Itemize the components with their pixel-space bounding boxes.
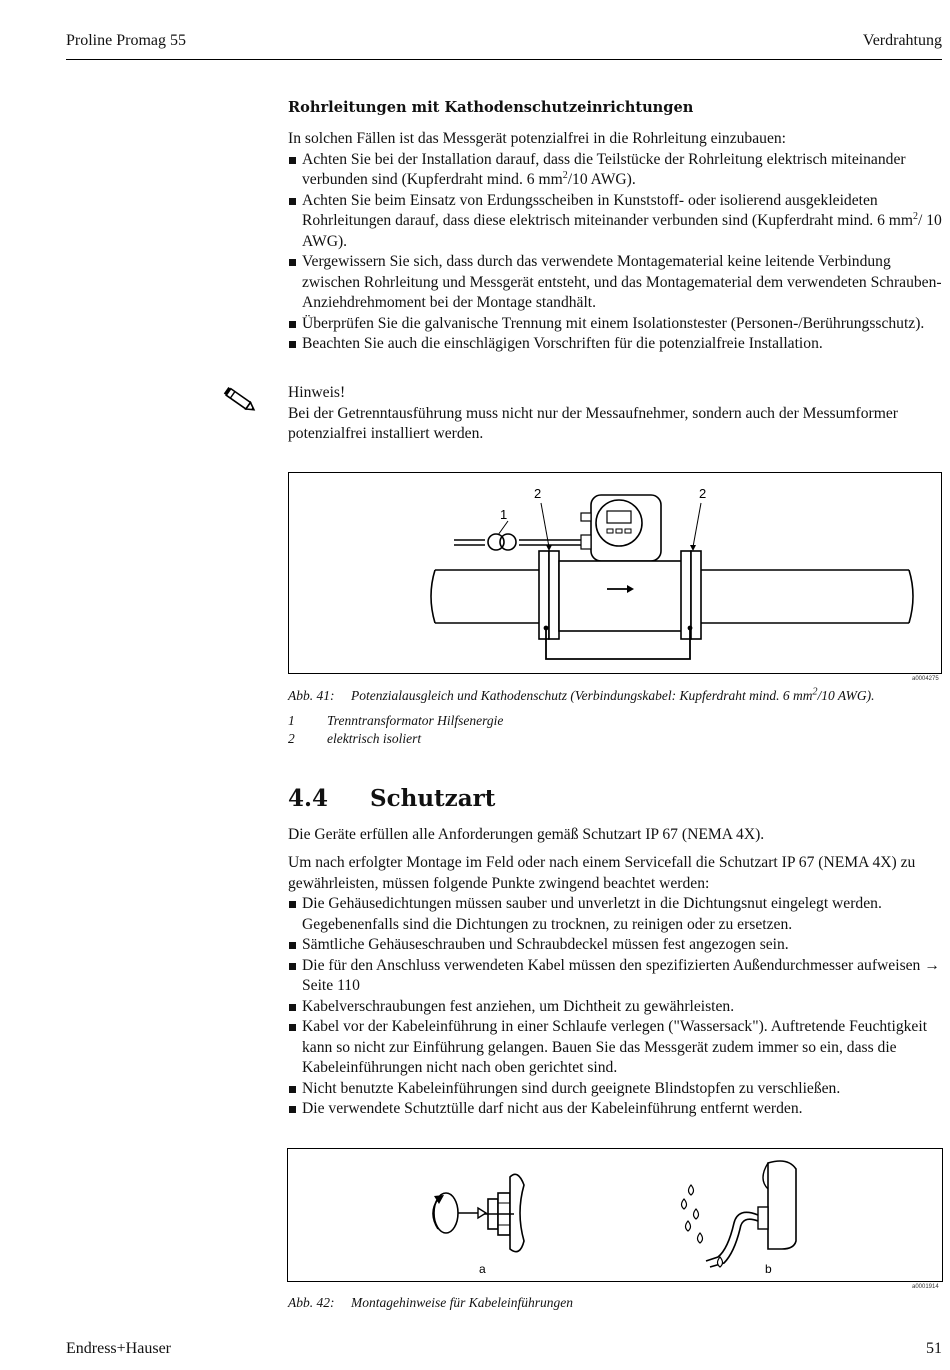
list-item: Nicht benutzte Kabeleinführungen sind durch geeignete Blindstopfen zu verschließen.: [288, 1079, 942, 1100]
list-item: Die verwendete Schutztülle darf nicht aus der Kabeleinführung entfernt werden.: [288, 1099, 942, 1120]
section2-para2: Um nach erfolgter Montage im Feld oder nach einem Servicefall die Schutzart IP 67 (NEMA 4X) zu gewährleisten, müssen folgende Punkte zwingend beachtet werden:: [288, 854, 916, 892]
list-item: Achten Sie bei der Installation darauf, dass die Teilstücke der Rohrleitung elektrisch miteinander verbunden sind (Kupferdraht mind. 6 $mm^2/10$ AWG).: [288, 150, 942, 191]
pipe-right: [701, 570, 909, 623]
leader-line-2-right: [693, 503, 701, 547]
water-drop-icon: [686, 1221, 691, 1231]
figure-42-drawing: [288, 1149, 942, 1281]
figure-41-drawing: [289, 473, 941, 673]
figure-42-code: a0001914: [912, 1284, 939, 1290]
list-item: Die Gehäusedichtungen müssen sauber und unverletzt in die Dichtungsnut eingelegt werden. Gegebenenfalls sind die Dichtungen zu trocknen, zu reinigen oder zu ersetzen.: [288, 894, 942, 935]
note-text: Bei der Getrenntausführung muss nicht nur der Messaufnehmer, sondern auch der Messumformer potenzialfrei installiert werden.: [288, 404, 898, 442]
header-chapter: Verdrahtung: [862, 32, 942, 49]
cable-gland: [581, 513, 591, 521]
label-b: b: [765, 1262, 772, 1276]
figure-41-legend-1: 1 Trenntransformator Hilfsenergie: [288, 713, 504, 728]
list-item: Achten Sie beim Einsatz von Erdungsscheiben in Kunststoff- oder isolierend ausgekleideten Rohrleitungen darauf, dass diese elektrisch miteinander verbunden sind (Kupferdraht mind. 6 $mm^2/$ 10 AWG).: [288, 191, 942, 253]
cable-gland-b: [758, 1207, 768, 1229]
label-2-left: 2: [534, 486, 542, 501]
footer-company: Endress+Hauser: [66, 1340, 171, 1357]
header-product: Proline Promag 55: [66, 32, 186, 49]
sensor-body: [559, 561, 691, 631]
water-drop-icon: [682, 1199, 687, 1209]
section1-body: [288, 129, 942, 355]
list-item: Kabel vor der Kabeleinführung in einer Schlaufe verlegen ("Wassersack"). Auftretende Feuchtigkeit kann so nicht zur Einführung gelangen. Bauen Sie das Messgerät zudem immer so ein, dass die Kabeleinführungen nicht nach oben gerichtet sind.: [288, 1017, 942, 1079]
list-item: Überprüfen Sie die galvanische Trennung mit einem Isolationstester (Personen-/Berührungsschutz).: [288, 314, 942, 335]
list-item: Vergewissern Sie sich, dass durch das verwendete Montagematerial keine leitende Verbindung zwischen Rohrleitung und Messgerät entsteht, und das Montagematerial dem verwendeten Schrauben-Anziehdrehmoment bei der Montage standhält.: [288, 252, 942, 314]
water-drop-icon: [689, 1185, 694, 1195]
label-a: a: [479, 1262, 486, 1276]
section2-bullet-list: [288, 894, 942, 1120]
note-block: [288, 383, 942, 445]
figure-42-caption: Abb. 42: Montagehinweise für Kabeleinführungen: [288, 1295, 573, 1310]
flange-right: [691, 551, 701, 639]
subheading-cathodic-protection: Rohrleitungen mit Kathodenschutzeinrichtungen: [288, 99, 694, 116]
figure-41-code: a0004275: [912, 676, 939, 682]
section2-para1: Die Geräte erfüllen alle Anforderungen gemäß Schutzart IP 67 (NEMA 4X).: [288, 826, 765, 843]
list-item: Sämtliche Gehäuseschrauben und Schraubdeckel müssen fest angezogen sein.: [288, 935, 942, 956]
pipe-left: [435, 570, 539, 623]
figure-41-box: [288, 472, 942, 674]
section1-bullet-list: [288, 150, 942, 355]
section2-body: [288, 853, 942, 1120]
note-title: Hinweis!: [288, 384, 346, 401]
water-drop-icon: [718, 1257, 723, 1267]
flange-left: [539, 551, 549, 639]
transformer-coil: [500, 534, 516, 550]
housing-wall: [510, 1174, 524, 1251]
figure-42-box: [287, 1148, 943, 1282]
header-rule: [66, 59, 942, 60]
list-item: Kabelverschraubungen fest anziehen, um Dichtheit zu gewährleisten.: [288, 997, 942, 1018]
label-2-right: 2: [699, 486, 707, 501]
section1-intro: In solchen Fällen ist das Messgerät potenzialfrei in die Rohrleitung einzubauen:: [288, 130, 786, 147]
cable-gland: [581, 535, 591, 549]
figure-41-caption: Abb. 41: Potenzialausgleich und Kathodenschutz (Verbindungskabel: Kupferdraht mind. 6 $mm^2/10$ AWG).: [288, 686, 875, 703]
pencil-note-icon: [222, 384, 258, 416]
flange-left: [549, 551, 559, 639]
section-title-schutzart: 4.4 Schutzart: [288, 785, 496, 812]
label-1: 1: [500, 507, 508, 522]
display-screen: [607, 511, 631, 523]
list-item: Die für den Anschluss verwendeten Kabel müssen den spezifizierten Außendurchmesser aufweisen → Seite 110: [288, 956, 942, 997]
water-drop-icon: [694, 1209, 699, 1219]
list-item: Beachten Sie auch die einschlägigen Vorschriften für die potenzialfreie Installation.: [288, 334, 942, 355]
device-housing: [768, 1161, 796, 1249]
page-number: 51: [926, 1340, 942, 1357]
figure-41-legend-2: 2 elektrisch isoliert: [288, 731, 422, 746]
leader-line-1: [498, 521, 508, 535]
page-footer: [66, 1340, 942, 1358]
copper-bonding-cable: [546, 628, 690, 659]
water-drop-icon: [698, 1233, 703, 1243]
page-header: [66, 30, 942, 56]
